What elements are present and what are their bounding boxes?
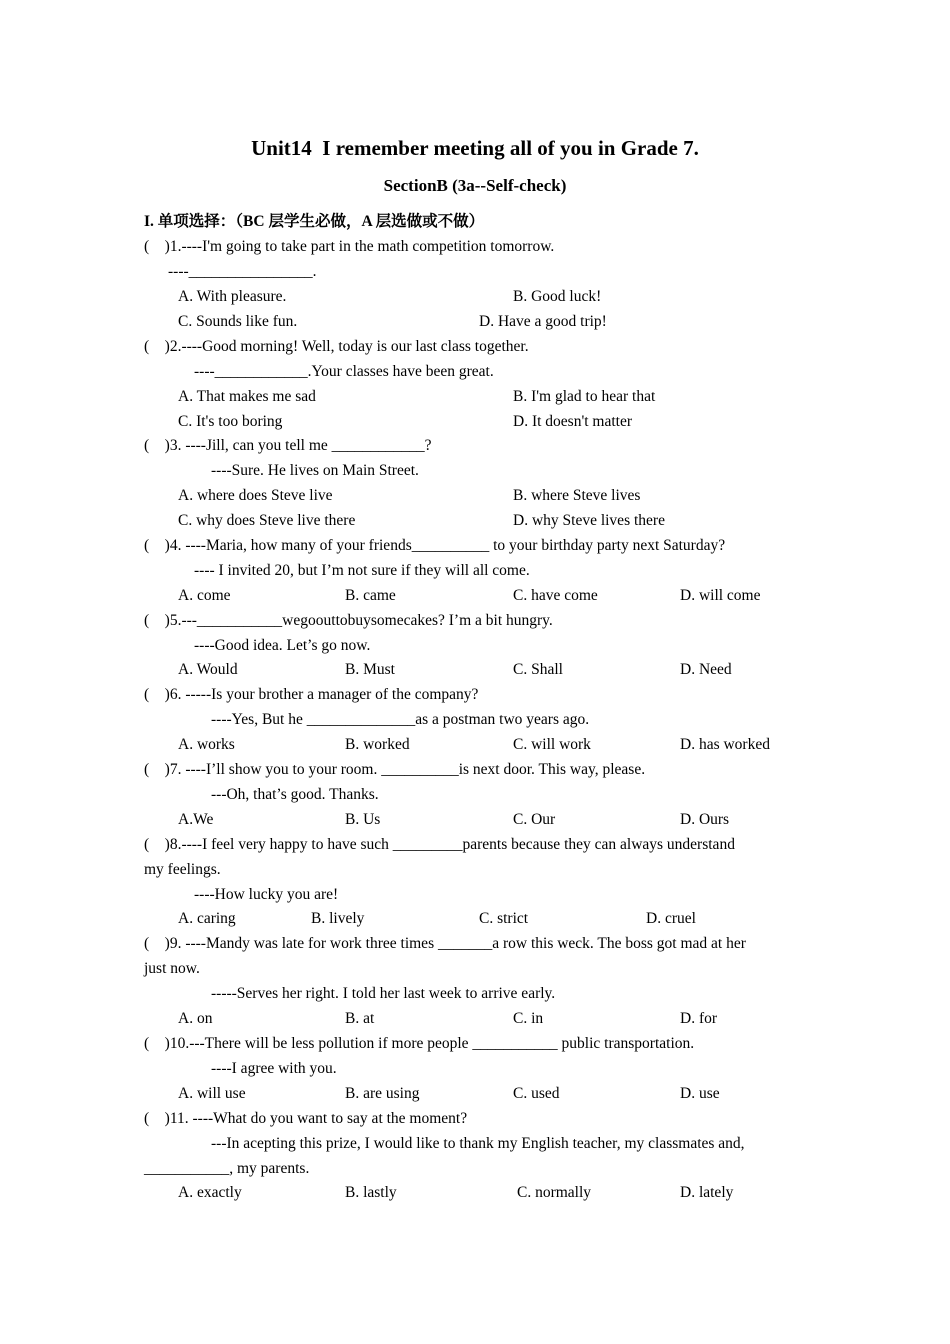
question-6-option-d: D. has worked xyxy=(680,736,770,753)
question-5-option-c: C. Shall xyxy=(513,661,563,678)
question-9-option-d: D. for xyxy=(680,1010,718,1027)
question-2-option-b: B. I'm glad to hear that xyxy=(513,388,656,405)
question-8-option-a: A. caring xyxy=(178,910,236,927)
question-6-stem: ( )6. -----Is your brother a manager of the company? xyxy=(144,686,479,703)
question-9-option-b: B. at xyxy=(345,1010,375,1027)
question-5-answer-line: ----Good idea. Let’s go now. xyxy=(194,637,371,654)
question-4-option-c: C. have come xyxy=(513,587,598,604)
question-10-option-b: B. are using xyxy=(345,1085,420,1102)
question-3-option-d: D. why Steve lives there xyxy=(513,512,665,529)
question-5-option-b: B. Must xyxy=(345,661,395,678)
question-2-answer-line: ----____________.Your classes have been great. xyxy=(194,363,494,380)
question-8-option-b: B. lively xyxy=(311,910,365,927)
question-7-option-c: C. Our xyxy=(513,811,556,828)
question-6-option-b: B. worked xyxy=(345,736,410,753)
question-7-answer-line: ---Oh, that’s good. Thanks. xyxy=(211,786,379,803)
question-9-answer-line: -----Serves her right. I told her last week to arrive early. xyxy=(211,985,556,1002)
question-11-option-c: C. normally xyxy=(517,1184,592,1201)
question-8-answer-line: ----How lucky you are! xyxy=(194,886,339,903)
question-9-option-a: A. on xyxy=(178,1010,213,1027)
question-3-answer-line: ----Sure. He lives on Main Street. xyxy=(211,462,419,479)
question-11-answer-line: ---In acepting this prize, I would like to thank my English teacher, my classmates and, xyxy=(211,1135,745,1152)
question-7-option-b: B. Us xyxy=(345,811,381,828)
question-10-answer-line: ----I agree with you. xyxy=(211,1060,337,1077)
question-4-stem: ( )4. ----Maria, how many of your friends__________ to your birthday party next Saturday? xyxy=(144,537,726,554)
question-10-option-a: A. will use xyxy=(178,1085,246,1102)
question-3-option-c: C. why does Steve live there xyxy=(178,512,356,529)
question-9-stem-cont: just now. xyxy=(144,960,200,977)
question-8-stem: ( )8.----I feel very happy to have such _________parents because they can always understand xyxy=(144,836,735,853)
question-10-stem: ( )10.---There will be less pollution if more people ___________ public transportation. xyxy=(144,1035,695,1052)
question-1-option-a: A. With pleasure. xyxy=(178,288,287,305)
question-1-stem: ( )1.----I'm going to take part in the math competition tomorrow. xyxy=(144,238,555,255)
question-7-stem: ( )7. ----I’ll show you to your room. __________is next door. This way, please. xyxy=(144,761,646,778)
question-2-stem: ( )2.----Good morning! Well, today is our last class together. xyxy=(144,338,529,355)
question-5-option-d: D. Need xyxy=(680,661,732,678)
question-2-option-a: A. That makes me sad xyxy=(178,388,316,405)
question-2-option-c: C. It's too boring xyxy=(178,413,283,430)
question-10-option-c: C. used xyxy=(513,1085,560,1102)
question-1-option-c: C. Sounds like fun. xyxy=(178,313,298,330)
question-3-option-b: B. where Steve lives xyxy=(513,487,641,504)
question-11-answer-cont: ___________, my parents. xyxy=(144,1160,310,1177)
question-4-answer-line: ---- I invited 20, but I’m not sure if they will all come. xyxy=(194,562,530,579)
question-6-option-c: C. will work xyxy=(513,736,591,753)
question-8-stem-cont: my feelings. xyxy=(144,861,221,878)
question-11-option-a: A. exactly xyxy=(178,1184,242,1201)
question-3-option-a: A. where does Steve live xyxy=(178,487,333,504)
question-11-option-d: D. lately xyxy=(680,1184,734,1201)
question-9-option-c: C. in xyxy=(513,1010,544,1027)
page-subtitle: SectionB (3a--Self-check) xyxy=(383,176,567,195)
question-8-option-c: C. strict xyxy=(479,910,529,927)
question-7-option-d: D. Ours xyxy=(680,811,730,828)
section-heading: I. 单项选择：（BC 层学生必做，A 层选做或不做） xyxy=(144,213,485,230)
question-2-option-d: D. It doesn't matter xyxy=(513,413,633,430)
question-1-option-d: D. Have a good trip! xyxy=(479,313,607,330)
question-3-stem: ( )3. ----Jill, can you tell me ____________? xyxy=(144,437,432,454)
question-11-stem: ( )11. ----What do you want to say at the moment? xyxy=(144,1110,468,1127)
question-4-option-d: D. will come xyxy=(680,587,761,604)
question-4-option-a: A. come xyxy=(178,587,231,604)
question-11-option-b: B. lastly xyxy=(345,1184,397,1201)
question-6-answer-line: ----Yes, But he ______________as a postman two years ago. xyxy=(211,711,590,728)
question-7-option-a: A.We xyxy=(178,811,214,828)
question-8-option-d: D. cruel xyxy=(646,910,696,927)
page-title: Unit14 I remember meeting all of you in Grade 7. xyxy=(251,136,699,160)
question-6-option-a: A. works xyxy=(178,736,235,753)
question-5-option-a: A. Would xyxy=(178,661,238,678)
question-1-answer-line: ----________________. xyxy=(168,263,317,280)
question-1-option-b: B. Good luck! xyxy=(513,288,602,305)
question-5-stem: ( )5.---___________wegoouttobuysomecakes? I’m a bit hungry. xyxy=(144,612,553,629)
question-9-stem: ( )9. ----Mandy was late for work three times _______a row this weck. The boss got mad at her xyxy=(144,935,746,952)
question-10-option-d: D. use xyxy=(680,1085,720,1102)
question-4-option-b: B. came xyxy=(345,587,396,604)
